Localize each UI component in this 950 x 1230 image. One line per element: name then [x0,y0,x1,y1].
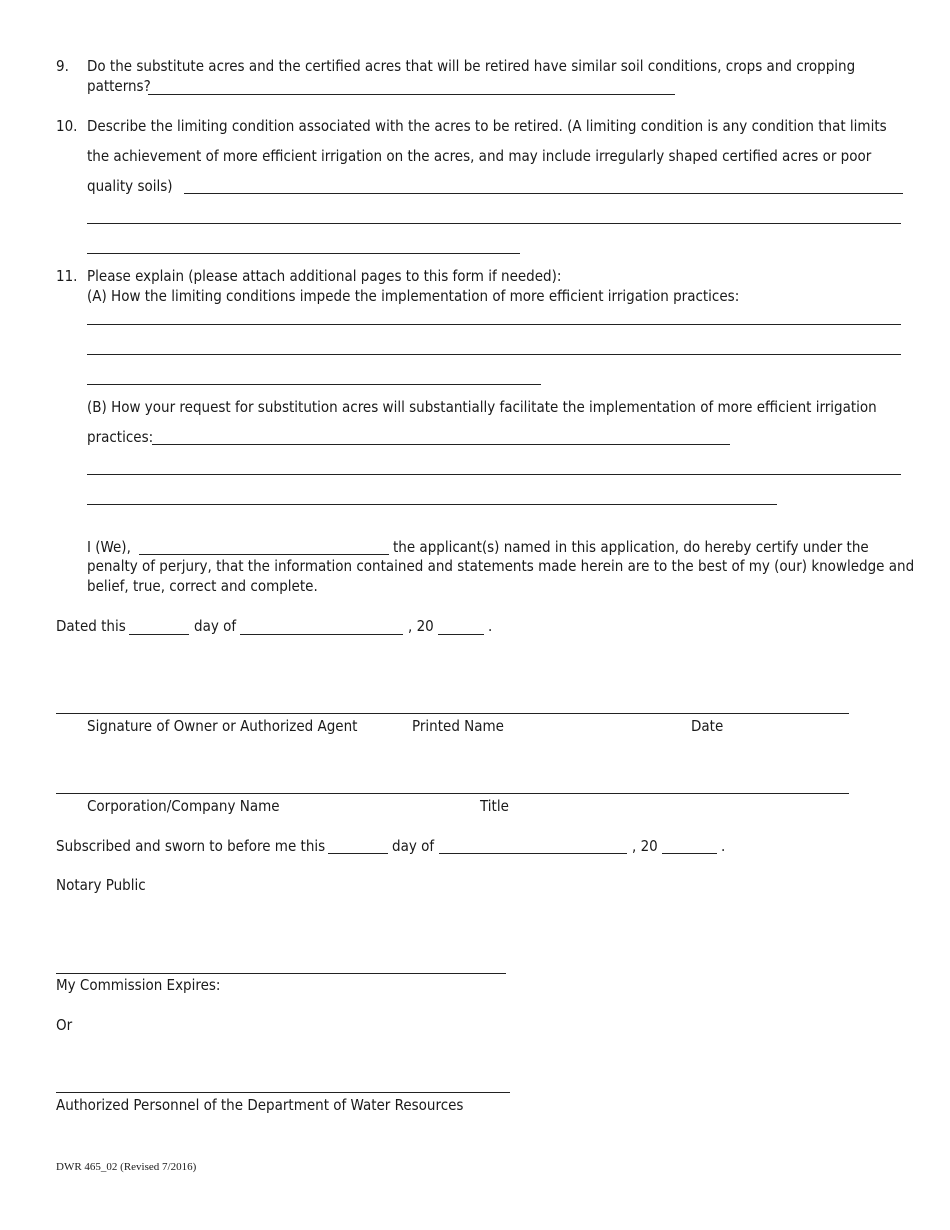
dated-day-of: day of [194,617,237,635]
sworn-day-of: day of [392,837,435,855]
q11-number: 11. [56,267,78,285]
q9-text-line1: Do the substitute acres and the certified acres that will be retired have similar soil conditions, crops and cropping [87,57,856,75]
dwr-personnel-label: Authorized Personnel of the Department of Water Resources [56,1096,464,1114]
dated-day-field[interactable] [129,634,189,635]
q9-text-line2: patterns? [87,77,151,95]
commission-expires-label: My Commission Expires: [56,976,221,994]
applicant-name-field[interactable] [139,554,389,555]
q10-answer-field-1[interactable] [184,193,903,194]
dwr-signature-line[interactable] [56,1092,510,1093]
q11-b-answer-field-1[interactable] [152,444,730,445]
form-id: DWR 465_02 (Revised 7/2016) [56,1161,197,1173]
sworn-month-field[interactable] [439,853,627,854]
q9-number: 9. [56,57,69,75]
printed-name-label: Printed Name [412,717,504,735]
q11-b-label-line1: (B) How your request for substitution acres will substantially facilitate the implementation of more efficient irrigation [87,398,877,416]
signature-line[interactable] [56,713,849,714]
sworn-year-prefix: , 20 [632,837,658,855]
company-line[interactable] [56,793,849,794]
q10-answer-field-3[interactable] [87,253,520,254]
title-label: Title [480,797,509,815]
date-label: Date [691,717,724,735]
q11-b-answer-field-2[interactable] [87,474,901,475]
sworn-day-field[interactable] [328,853,388,854]
company-label: Corporation/Company Name [87,797,280,815]
certify-line3: belief, true, correct and complete. [87,577,318,595]
q11-a-label: (A) How the limiting conditions impede the implementation of more efficient irrigation practices: [87,287,740,305]
q11-a-answer-field-1[interactable] [87,324,901,325]
q11-a-answer-field-3[interactable] [87,384,541,385]
certify-line1: the applicant(s) named in this application, do hereby certify under the [393,538,869,556]
sworn-end: . [721,837,726,855]
q10-text-line2: the achievement of more efficient irrigation on the acres, and may include irregularly shaped certified acres or poor [87,147,872,165]
sworn-year-field[interactable] [662,853,717,854]
q10-answer-field-2[interactable] [87,223,901,224]
certify-prefix: I (We), [87,538,131,556]
q11-b-label-line2: practices: [87,428,154,446]
q11-intro: Please explain (please attach additional pages to this form if needed): [87,267,562,285]
q10-number: 10. [56,117,78,135]
notary-public-label: Notary Public [56,876,146,894]
or-label: Or [56,1016,73,1034]
dated-prefix: Dated this [56,617,126,635]
q11-b-answer-field-3[interactable] [87,504,777,505]
dated-month-field[interactable] [240,634,403,635]
q9-answer-field[interactable] [148,94,675,95]
dated-year-prefix: , 20 [408,617,434,635]
certify-line2: penalty of perjury, that the information contained and statements made herein are to the best of my (our) knowledge and [87,557,915,575]
dated-year-field[interactable] [438,634,484,635]
sworn-prefix: Subscribed and sworn to before me this [56,837,326,855]
q10-text-line1: Describe the limiting condition associated with the acres to be retired. (A limiting condition is any condition that limits [87,117,887,135]
q10-text-line3: quality soils) [87,177,173,195]
signature-label: Signature of Owner or Authorized Agent [87,717,358,735]
dated-end: . [488,617,493,635]
notary-signature-line[interactable] [56,973,506,974]
q11-a-answer-field-2[interactable] [87,354,901,355]
